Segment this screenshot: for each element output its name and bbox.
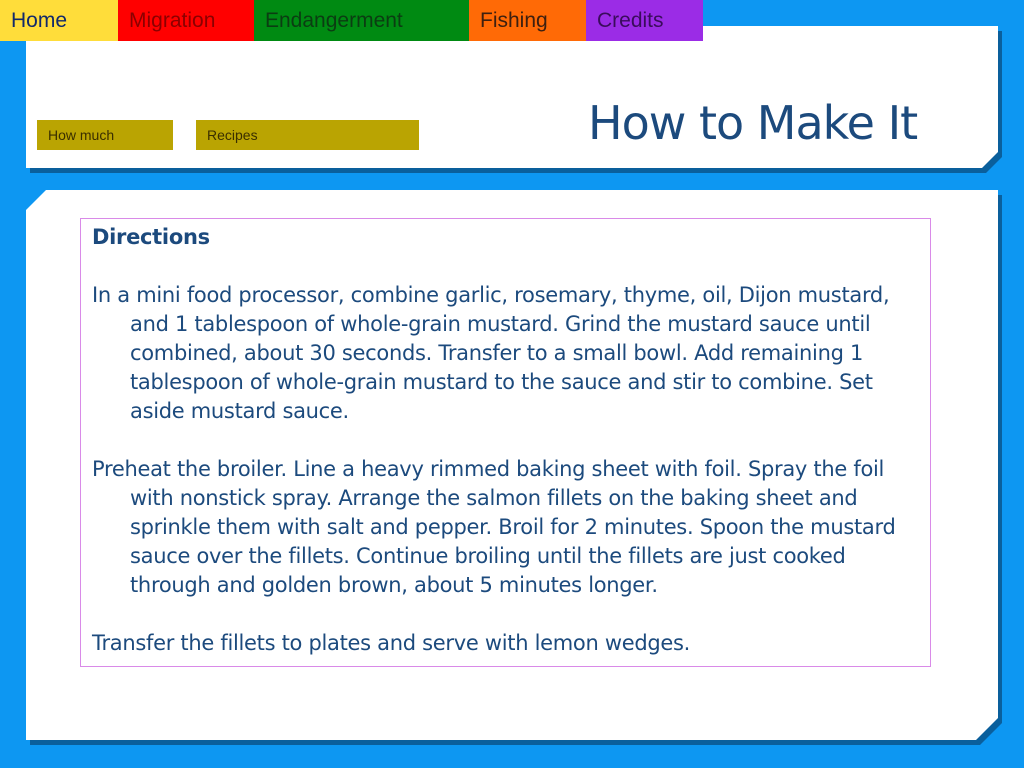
tab-endangerment[interactable]: Endangerment [254, 0, 469, 41]
directions-box [80, 218, 931, 667]
recipes-button[interactable]: Recipes [196, 120, 419, 150]
tab-migration[interactable]: Migration [118, 0, 254, 41]
page-title: How to Make It [588, 96, 918, 150]
tab-home[interactable]: Home [0, 0, 118, 41]
direction-step: Preheat the broiler. Line a heavy rimmed baking sheet with foil. Spray the foil with nonstick spray. Arrange the salmon fillets on the baking sheet and sprinkle them with salt and pepper. Broil for 2 minutes. Spoon the mustard sauce over the fillets. Continue broiling until the fillets are just cooked through and golden brown, about 5 minutes longer. [92, 457, 896, 597]
directions-heading: Directions [92, 225, 210, 249]
top-navigation [0, 0, 703, 41]
direction-step: Transfer the fillets to plates and serve with lemon wedges. [92, 631, 691, 655]
tab-fishing[interactable]: Fishing [469, 0, 586, 41]
tab-credits[interactable]: Credits [586, 0, 703, 41]
direction-step: In a mini food processor, combine garlic, rosemary, thyme, oil, Dijon mustard, and 1 tablespoon of whole-grain mustard. Grind the mustard sauce until combined, about 30 seconds. Transfer to a small bowl. Add remaining 1 tablespoon of whole-grain mustard to the sauce and stir to combine. Set aside mustard sauce. [92, 283, 890, 423]
how-much-button[interactable]: How much [37, 120, 173, 150]
